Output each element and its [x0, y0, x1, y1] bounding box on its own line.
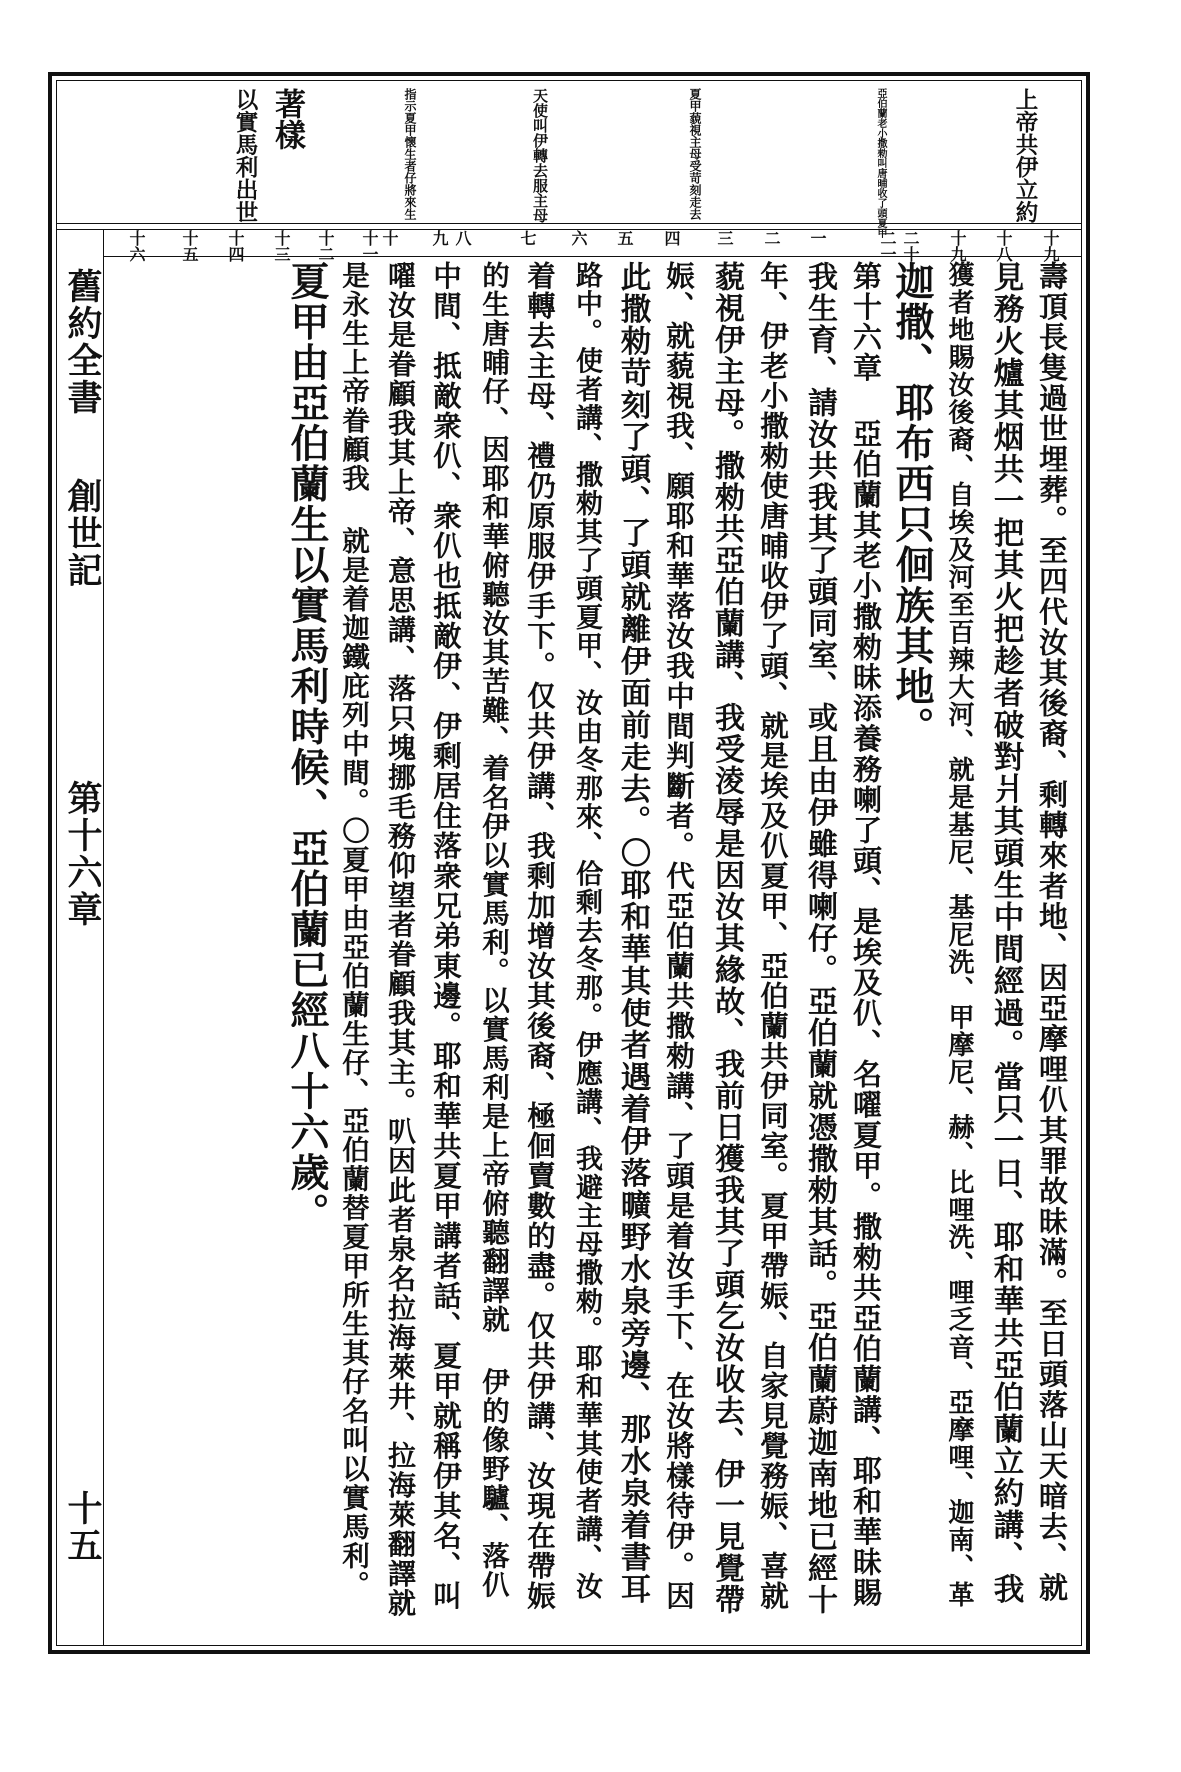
text-column: 娠、就藐視我、願耶和華落汝我中間判斷者。代亞伯蘭共撒勑講、了頭是着汝手下、在汝將樣待伊。因 — [662, 261, 696, 1611]
verse-number: 七 — [518, 230, 537, 246]
note-hagar-flees: 夏甲藐視主母受苛刻走去 — [688, 88, 702, 220]
note-prophecy: 指示夏甲懷生者仔將來生 — [403, 88, 417, 220]
verse-number: 三 — [715, 230, 734, 246]
notes-divider — [56, 223, 1082, 224]
note-covenant: 上帝共伊立約 — [1012, 88, 1038, 223]
verse-number: 十八 — [994, 230, 1013, 262]
verse-number: 十三 — [272, 230, 291, 262]
verse-number: 二十 — [901, 230, 920, 262]
text-column: 是永生上帝眷顧我 就是着迦鐵庇列中間。〇夏甲由亞伯蘭生仔、亞伯蘭替夏甲所生其仔名叫以實馬利。 — [337, 261, 369, 1600]
verse-number: 二一 — [878, 230, 897, 262]
verse-number: 五 — [615, 230, 634, 246]
verse-number: 十四 — [226, 230, 245, 262]
text-column: 此撒勑苛刻了頭、了頭就離伊面前走去。〇耶和華其使者遇着伊落曠野水泉旁邊、那水泉着書耳 — [615, 261, 651, 1605]
text-column: 夏甲由亞伯蘭生以實馬利時候、亞伯蘭已經八十六歲。 — [284, 261, 330, 1233]
verse-number: 九 — [430, 230, 449, 246]
text-column: 迦撒、耶布西只佪族其地。 — [889, 261, 935, 747]
verse-number: 十二 — [316, 230, 335, 262]
note-angel: 天使叫伊轉去服主母 — [531, 88, 549, 223]
book-title: 舊約全書 — [62, 268, 103, 416]
note-manner: 著樣 — [269, 88, 305, 150]
text-column: 着轉去主母、禮仍原服伊手下。仅共伊講、我剩加增汝其後裔、極佪賣數的盡。仅共伊講、汝現在帶娠 — [523, 261, 557, 1611]
verse-number: 十九 — [1041, 230, 1060, 262]
verse-number: 八 — [453, 230, 472, 246]
verse-number: 十五 — [180, 230, 199, 262]
text-column: 中間、抵敵衆仈、衆仈也抵敵伊、伊剩居住落衆兄弟東邊。耶和華共夏甲講者話、夏甲就稱伊其名、叫 — [429, 261, 463, 1611]
text-column: 的生唐晡仔、因耶和華俯聽汝其苦難、着名伊以實馬利。以實馬利是上帝俯聽翻譯就 伊的像野驢、落仈 — [477, 261, 509, 1600]
text-column: 我生育、請汝共我其了頭同室、或且由伊雖得喇仔。亞伯蘭就憑撒勑其話。亞伯蘭蔚迦南地已經十 — [802, 261, 837, 1616]
text-column: 年、伊老小撒勑使唐晡收伊了頭、就是埃及仈夏甲、亞伯蘭共伊同室。夏甲帶娠、自家見覺務娠、喜就 — [756, 261, 790, 1611]
text-column: 路中。使者講、撒勑其了頭夏甲、汝由冬那來、佮剩去冬那。伊應講、我避主母撒勑。耶和華其使者講、汝 — [571, 261, 602, 1601]
text-column: 壽頂長隻過世埋葬。至四代汝其後裔、剩轉來者地、因亞摩哩仈其罪故昧滿。至日頭落山天暗去、就 — [1035, 261, 1069, 1603]
text-column: 第十六章 亞伯蘭其老小撒勑昧添養務喇了頭、是埃及仈、名嚁夏甲。撒勑共亞伯蘭講、耶和華昧賜 — [849, 261, 883, 1608]
text-column: 嚁汝是眷顧我其上帝、意思講、落只塊挪毛務仰望者眷顧我其主。叭因此者泉名拉海萊井、拉海萊翻譯就 — [384, 261, 417, 1618]
text-column: 藐視伊主母。撒勑共亞伯蘭講、我受淩辱是因汝其緣故、我前日獲我其了頭乞汝收去、伊一見覺帶 — [709, 261, 744, 1616]
verse-number: 一 — [808, 230, 827, 246]
text-column: 見務火爐其烟共一把其火把趁者破對爿其頭生中間經過。當只一日、耶和華共亞伯蘭立約講、我 — [988, 261, 1024, 1605]
verse-number: 六 — [569, 230, 588, 246]
side-strip-divider — [103, 229, 104, 1646]
note-hagar-given: 亞伯蘭老小撒勑叫唐晡收了頭夏甲 — [875, 88, 886, 238]
verse-number: 十九 — [948, 230, 967, 262]
verse-number: 十一 — [360, 230, 379, 262]
verse-number: 十六 — [127, 230, 146, 262]
text-column: 獲者地賜汝後裔、自埃及河至百辣大河、就是基尼、基尼洗、甲摩尼、赫、比哩洗、哩乏音、亞摩哩、迦南、革 — [944, 261, 974, 1609]
section-title: 創世記 — [62, 478, 103, 589]
verse-number: 十 — [380, 230, 399, 246]
chapter-label: 第十六章 — [62, 780, 103, 928]
verse-number: 四 — [662, 230, 681, 246]
verse-number: 二 — [762, 230, 781, 246]
verse-number-divider — [103, 256, 1082, 257]
page-number: 十五 — [62, 1490, 103, 1564]
note-ishmael-born: 以實馬利出世 — [232, 88, 258, 223]
